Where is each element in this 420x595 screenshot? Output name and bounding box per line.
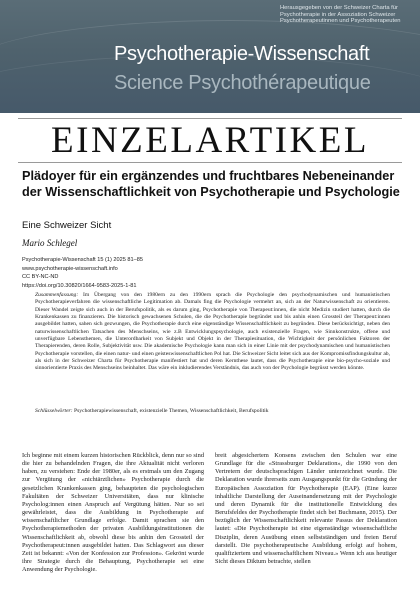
article-author: Mario Schlegel	[22, 238, 78, 248]
publisher-line: Psychotherapie in der Assoziation Schweizer	[280, 11, 396, 18]
journal-title-fr: Science Psychothérapeutique	[114, 72, 371, 94]
keywords-text: Psychotherapiewissenschaft, existenzielle Themen, Wissenschaftlichkeit, Berufspolitik	[74, 408, 269, 414]
meta-doi: https://doi.org/10.30820/1664-9583-2025-1-81	[22, 282, 137, 289]
journal-title-de: Psychotherapie-Wissenschaft	[114, 43, 370, 65]
abstract-text: Im Übergang von den 1980ern zu den 1990ern sprach die Psychologie den psychodynamischen und humanistischen Psychotherapieverfahren die wissenschaftliche Legitimation ab. Damals fing die Psychologie vermehrt an, sich an der Naturwissenschaft zu orientieren. Dieser Wandel zeigte sich auch in der Berufspolitik, als es darum ging, Psychotherapie von Therapeut:innen, die nicht Medizin studiert hatten, durch die Krankenkassen zu finanzieren. Die historisch gewachsenen Schulen, die die Psychotherapie begründet und bis anhin einen Grossteil der Therapeut:innen ausgebildet hatten, sahen sich gezwungen, die Psychotherapie durch eine eigenständige Wissenschaftlichkeit zu begründen. Diese berücksichtigt, neben den naturwissenschaftlichen Tatsachen des Menschseins, wie z.B Entwicklungspsychologie, auch existenzielle Fragen, wie Sinnkonstrukte, offene und unverfügbare Lebensthemen, die Unterordbarkeit von Subjekt und Objekt in der Therapiesituation, die Wichtigkeit der persönlichen Faktoren der Therapierenden, deren Rolle, Subjektivität usw. Die akademische Psychologie kann man sich in einer Linie mit der psychodynamischen und humanistischen Psychotherapie vorstellen, die einen natur- und einen geisteswissenschaftlichen Pol hat. Die Schweizer Sicht leitet sich aus der Kompromissfindungskultur ab, als sich in der Schweizer Charta für Psychotherapie manifestiert hat und deren Kernthese lautet, dass die Psychotherapie eine bio-psycho-soziale und sinnorientierte Praxis des Menschseins beinhaltet. Das wäre ein inkludierendes Verständnis, das auch von der Psychologie begrüsst werden könnte.	[35, 292, 391, 372]
article-meta	[22, 256, 143, 290]
article-type-banner	[0, 118, 420, 162]
publisher-line: Psychotherapeutinnen und Psychotherapeuten	[280, 18, 401, 25]
banner-bottom-rule	[18, 162, 402, 163]
keywords	[35, 408, 390, 415]
banner-text: EINZELARTIKEL	[51, 119, 369, 161]
abstract	[35, 292, 390, 373]
body-column-left: Ich beginne mit einem kurzen historischen Rückblick, denn nur so sind die hier zu behandelnden Fragen, die ihre Aktualität nicht verloren haben, zu verstehen: Ende der 1980er, als es erstmals um den Zugang zur Vergütung der «nichtärztlichen» Psychotherapie durch die gesetzlichen Krankenkassen ging, behaupteten die psychologischen Fakultäten der Schweizer Universitäten, dass nur klinische Psycholog:innen einen Anspruch auf Vergütung hätten. Nur so sei gewährleistet, dass die Ausbildung in Psychotherapie auf wissenschaftlicher Grundlage erfolge. Damit sprachen sie den Psychotherapiemethoden der privaten Ausbildungsinstitutionen die Wissenschaftlichkeit ab, obwohl diese bis anhin den Grossteil der Psychotherapeut:innen ausgebildet hatten. Das Schlagwort aus dieser Zeit ist bekannt: «Von der Konfession zur Profession». Gekrönt wurde ihre Strategie durch die Behauptung, Psychotherapie sei eine Anwendung der Psychologie.	[22, 452, 204, 574]
keywords-label: Schlüsselwörter:	[35, 408, 73, 414]
meta-license: CC BY-NC-ND	[22, 274, 59, 280]
journal-header	[0, 0, 420, 113]
publisher-note	[280, 5, 416, 25]
meta-website: www.psychotherapie-wissenschaft.info	[22, 265, 118, 272]
meta-citation: Psychotherapie-Wissenschaft 15 (1) 2025 81–85	[22, 257, 143, 263]
article-title: Plädoyer für ein ergänzendes und fruchtbares Nebeneinander der Wissenschaftlichkeit von Psychotherapie und Psychologie	[22, 169, 400, 199]
article-subtitle: Eine Schweizer Sicht	[22, 220, 112, 231]
publisher-line: Herausgegeben von der Schweizer Charta für	[280, 5, 398, 11]
body-column-right: breit abgesichertem Konsens zwischen den Schulen war eine Grundlage für die «Strassburger Deklaration», die 1990 von den Vertretern der deutschsprachigen Länder unterzeichnet wurde. Die Deklaration wurde ihrerseits zum Ausgangspunkt für die Gründung der Europäischen Assoziation für Psychotherapie (EAP). (Eine kurze inhaltliche Darstellung der Auseinandersetzung mit der Psychologie und deren Dynamik für die institutionelle Entwicklung des Berufsfeldes der Psychotherapie findet sich bei Buchmann, 2015). Der bezüglich der Wissenschaftlichkeit relevante Passus der Deklaration lautet: «Die Psychotherapie ist eine eigenständige wissenschaftliche Disziplin, deren Ausübung einen selbstständigen und freien Beruf darstellt. Die psychotherapeutische Ausbildung erfolgt auf hohem, qualifiziertem und wissenschaftlichem Niveau.» Wenn ich aus heutiger Sicht dieses Diktum betrachte, stellen	[215, 452, 397, 566]
abstract-label: Zusammenfassung:	[35, 292, 79, 298]
